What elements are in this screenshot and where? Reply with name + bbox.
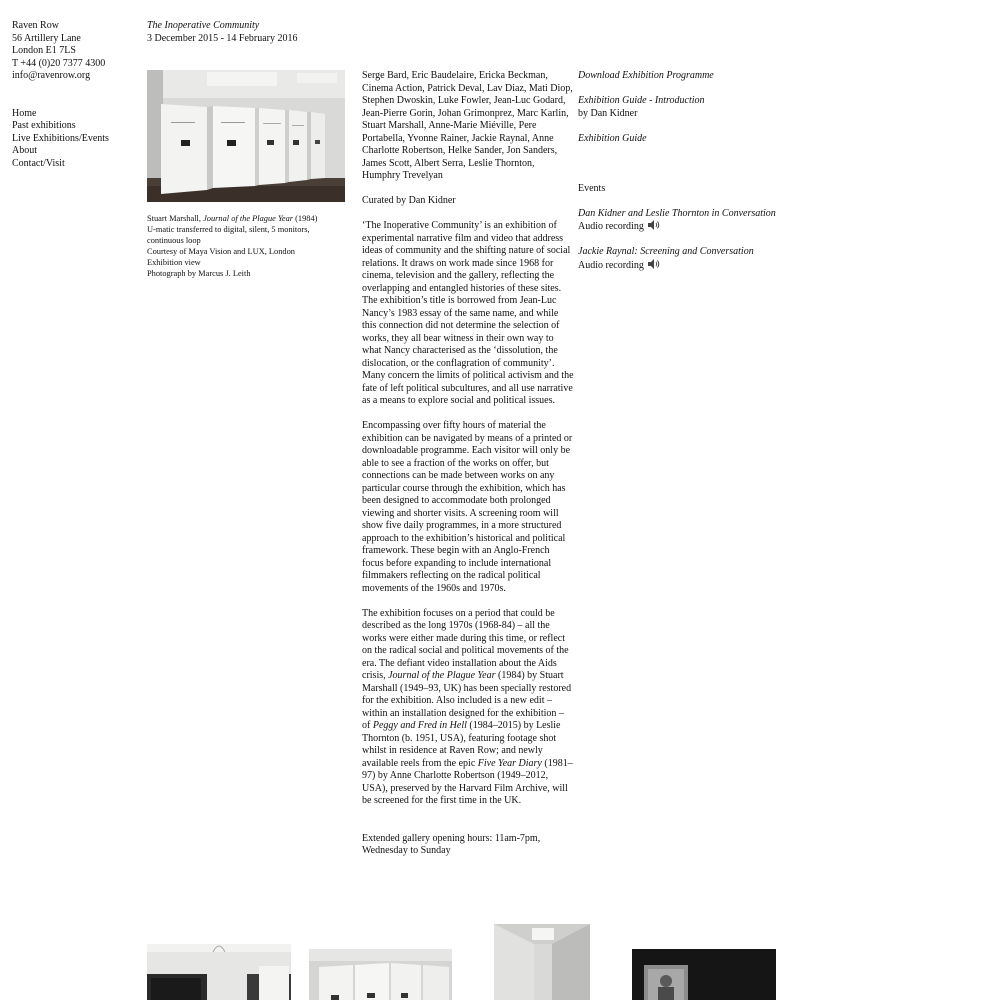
- exhibition-header: [147, 20, 447, 45]
- gallery-thumbnail-3: [494, 924, 590, 1000]
- speaker-icon[interactable]: [648, 220, 660, 230]
- caption-photographer: Photograph by Marcus J. Leith: [147, 269, 251, 278]
- spacer: [362, 820, 562, 833]
- work-title: Peggy and Fred in Hell: [372, 720, 467, 731]
- paragraph-line: on the radical social and political movements of the: [362, 645, 569, 656]
- audio-recording-label: Audio recording: [578, 221, 644, 232]
- main-nav: [12, 108, 132, 171]
- speaker-icon[interactable]: [648, 259, 660, 269]
- address-line-2: London E1 7LS: [12, 45, 76, 56]
- paragraph-line: overlapping and entangled histories of these sites.: [362, 282, 562, 294]
- paragraph-line: what Nancy characterised as the ‘dissolution, the: [362, 345, 558, 356]
- nav-contact-visit[interactable]: Contact/Visit: [12, 157, 65, 169]
- paragraph-line: whilst in residence at Raven Row; and newly: [362, 745, 543, 756]
- paragraph-line: The exhibition’s title is borrowed from Jean-Luc: [362, 295, 557, 306]
- exhibition-guide-intro-link[interactable]: Exhibition Guide - Introduction: [578, 95, 705, 106]
- text-run: available reels from the epic: [362, 757, 478, 769]
- nav-live-exhibitions-events[interactable]: Live Exhibitions/Events: [12, 132, 109, 144]
- paragraph-line: relations. It draws on work made since 1968 for: [362, 257, 554, 269]
- gallery-view-illustration: [147, 70, 345, 202]
- text-run: (1984) by Stuart: [495, 670, 564, 681]
- spacer: [578, 170, 798, 183]
- paragraph-line: fate of left political subcultures, and all use narrative: [362, 382, 573, 394]
- paragraph-line: USA), preserved by the Harvard Film Archive, will: [362, 782, 568, 794]
- paragraph-line: be screened for the first time in the UK.: [362, 795, 522, 806]
- paragraph-line: Marshall (1949–93, UK) has been specially restored: [362, 682, 572, 694]
- paragraph-line: ‘The Inoperative Community’ is an exhibition of: [362, 220, 557, 231]
- artist-list-line: Stuart Marshall, Anne-Marie Miéville, Pere: [362, 120, 537, 131]
- exhibition-text: [362, 70, 574, 870]
- paragraph-line: connections can be made between works on any: [362, 470, 555, 481]
- main-exhibition-photo[interactable]: [147, 70, 345, 202]
- paragraph-line: Nancy’s 1983 essay of the same name, and while: [362, 307, 559, 319]
- resources-sidebar: [578, 70, 798, 272]
- site-name: Raven Row: [12, 20, 59, 31]
- email-link[interactable]: info@ravenrow.org: [12, 70, 91, 81]
- curated-by: Curated by Dan Kidner: [362, 195, 456, 206]
- paragraph-line: for the exhibition. Also included is a new edit –: [362, 695, 552, 706]
- paragraph-line: particular course through the exhibition, which has: [362, 482, 566, 494]
- curator-credit: [362, 195, 562, 208]
- paragraph-line: Thornton (b. 1951, USA), featuring footage shot: [362, 732, 557, 744]
- artist-list-line: Charlotte Robertson, Helke Sander, Jon Sanders,: [362, 145, 558, 156]
- caption-medium: U-matic transferred to digital, silent, 5 monitors, continuous loop: [147, 225, 310, 245]
- spacer: [578, 158, 798, 171]
- thumbnail-image[interactable]: [147, 944, 291, 1000]
- artist-list-line: Stephen Dwoskin, Luke Fowler, Jean-Luc Godard,: [362, 95, 566, 106]
- paragraph-line: show five daily programmes, in a more structured: [362, 520, 562, 531]
- paragraph-3: [362, 607, 573, 808]
- paragraph-line: dislocation, or the conflagration of community’.: [362, 357, 555, 369]
- paragraph-line: as a means to explore social and political issues.: [362, 395, 556, 406]
- paragraph-line: Encompassing over fifty hours of material the: [362, 420, 546, 431]
- artist-list-line: Humphry Trevelyan: [362, 170, 443, 181]
- paragraph-line: [362, 720, 562, 733]
- caption-courtesy: Courtesy of Maya Vision and LUX, London: [147, 247, 295, 256]
- audio-recording: [578, 259, 798, 273]
- exhibition-dates: 3 December 2015 - 14 February 2016: [147, 32, 298, 44]
- opening-hours-line: Extended gallery opening hours: 11am-7pm,: [362, 832, 541, 844]
- paragraph-line: experimental narrative film and video that address: [362, 232, 564, 244]
- text-run: crisis,: [362, 670, 389, 681]
- paragraph-line: this connection did not determine the selection of: [362, 320, 560, 331]
- paragraph-line: era. The defiant video installation about the Aids: [362, 657, 557, 669]
- paragraph-line: framework. These begin with an Anglo-French: [362, 545, 550, 556]
- paragraph-line: approach to the exhibition’s historical and political: [362, 532, 566, 544]
- paragraph-line: ideas of community and the shifting nature of social: [362, 245, 571, 256]
- paragraph-line: within an installation designed for the exhibition –: [362, 707, 564, 719]
- spacer: [578, 120, 798, 133]
- paragraph-line: downloadable programme. Each visitor will only be: [362, 445, 571, 456]
- paragraph-line: works were either made during this time, or reflect: [362, 632, 565, 644]
- paragraph-line: movements of the 1960s and 1970s.: [362, 582, 506, 594]
- thumbnail-image[interactable]: [632, 949, 776, 1000]
- paragraph-line: able to see a fraction of the works on offer, but: [362, 457, 549, 469]
- text-run: (1984–2015) by Leslie: [466, 720, 561, 731]
- screening-room-thumbnail: [632, 949, 776, 1000]
- gallery-thumbnail-1: [147, 944, 291, 1000]
- paragraph-line: [362, 670, 562, 683]
- paragraph-2: [362, 420, 573, 595]
- event-title[interactable]: Dan Kidner and Leslie Thornton in Conversation: [578, 207, 776, 219]
- exhibition-title: The Inoperative Community: [147, 20, 260, 31]
- caption-year: (1984): [293, 214, 318, 223]
- thumbnail-image[interactable]: [494, 924, 590, 1000]
- spacer: [578, 83, 798, 96]
- nav-past-exhibitions[interactable]: Past exhibitions: [12, 120, 76, 131]
- address-line-1: 56 Artillery Lane: [12, 32, 81, 44]
- phone: T +44 (0)20 7377 4300: [12, 57, 106, 69]
- spacer: [578, 234, 798, 247]
- work-title: Five Year Diary: [477, 757, 542, 769]
- artist-list: [362, 70, 573, 183]
- text-run: (1981–: [541, 757, 573, 769]
- text-run: of: [362, 720, 373, 731]
- work-title: Journal of the Plague Year: [388, 670, 496, 681]
- paragraph-line: cinema, television and the gallery, reflecting the: [362, 270, 555, 281]
- nav-about[interactable]: About: [12, 145, 37, 156]
- event-title[interactable]: Jackie Raynal: Screening and Conversation: [578, 246, 754, 257]
- artist-list-line: Serge Bard, Eric Baudelaire, Ericka Beckman,: [362, 70, 548, 81]
- nav-home[interactable]: Home: [12, 107, 37, 119]
- paragraph-line: Many concern the limits of political activism and the: [362, 370, 574, 381]
- paragraph-line: exhibition can be navigated by means of a printed or: [362, 432, 573, 444]
- caption-work-title: Journal of the Plague Year: [203, 214, 294, 223]
- thumbnail-image[interactable]: [309, 949, 452, 1000]
- spacer: [578, 145, 798, 158]
- paragraph-line: described as the long 1970s (1968-84) – all the: [362, 620, 550, 631]
- exhibition-guide-link[interactable]: Exhibition Guide: [578, 132, 647, 144]
- events-heading: Events: [578, 182, 606, 194]
- paragraph-line: The exhibition focuses on a period that could be: [362, 607, 555, 619]
- opening-hours: [362, 833, 562, 858]
- audio-recording-label: Audio recording: [578, 259, 644, 271]
- artist-list-line: James Scott, Albert Serra, Leslie Thornton,: [362, 157, 535, 169]
- paragraph-line: been designed to accommodate both prolonged: [362, 495, 551, 506]
- paragraph-line: 97) by Anne Charlotte Robertson (1949–2012,: [362, 770, 549, 781]
- paragraph-line: focus before expanding to include international: [362, 557, 552, 569]
- image-caption: [147, 213, 347, 279]
- opening-hours-line: Wednesday to Sunday: [362, 845, 451, 856]
- artist-list-line: Portabella, Yvonne Rainer, Jackie Raynal, Anne: [362, 132, 554, 144]
- spacer: [578, 195, 798, 208]
- guide-intro-author: by Dan Kidner: [578, 107, 638, 119]
- paragraph-line: [362, 757, 573, 771]
- download-programme-link[interactable]: Download Exhibition Programme: [578, 70, 714, 81]
- artist-list-line: Jean-Pierre Gorin, Johan Grimonprez, Marc Karlin,: [362, 107, 569, 119]
- site-info: [12, 20, 132, 170]
- caption-title-line: [147, 213, 347, 224]
- paragraph-1: [362, 220, 574, 408]
- paragraph-line: filmmakers reflecting on the radical political: [362, 570, 541, 581]
- caption-view: Exhibition view: [147, 258, 201, 267]
- paragraph-line: works, they all bear witness in their own way to: [362, 332, 554, 344]
- artist-list-line: Cinema Action, Patrick Deval, Lav Diaz, Mati Diop,: [362, 82, 573, 94]
- caption-artist: Stuart Marshall,: [147, 214, 204, 223]
- gallery-thumbnail-2: [309, 949, 452, 1000]
- audio-recording: [578, 220, 798, 234]
- paragraph-line: viewing and shorter visits. A screening room will: [362, 507, 559, 519]
